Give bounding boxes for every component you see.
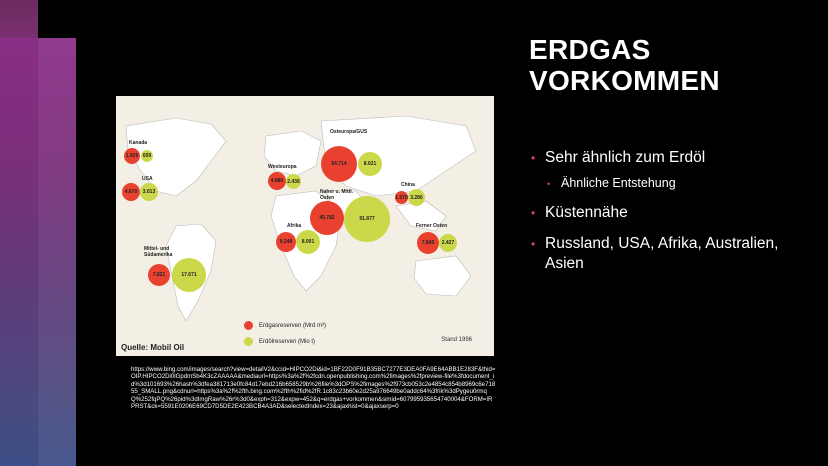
bullet-list <box>529 148 809 274</box>
oil-reserve-marker: 8.021 <box>358 152 382 176</box>
oil-reserve-marker: 3.013 <box>140 183 158 201</box>
gas-reserve-marker: 1.570 <box>395 191 408 204</box>
region-label: USA <box>142 176 153 182</box>
oil-reserve-marker: 3.286 <box>408 189 425 206</box>
image-source-url: https://www.bing.com/images/search?view=detailV2&ccid=HIPCO2Di&id=1BF22D0F91B35BC7277E3DEA0FA9E64ABB1E283F&thid=OIP.HIPCO2Di0lGpdmSb4K3cZAAAAA&mediaurl=https%3a%2f%2fcdn.openpublishing.com%2fimages%2fpreview-file%3fdocument_id%3d101693%26hash%3dfea381713e0fc84d17ebd216b658529b%26file%3dOPS%2fimages%2f973cb053c2e4854c854b8969c6e71855_SMALL.png&cdnurl=https%3a%2f%2fth.bing.com%2fth%2fid%2fR.1c83c23b60e2d25a976649be0addc64%3frik%3dPygeu0rmqQ%252fqPQ%26pid%3dImgRaw%26r%3d0&exph=312&expw=452&q=erdgas+vorkommen&simid=607995935654740004&FORM=IRPRST&ck=5591E0206E69CD7D5DE2E423BCB4A3AD&selectedIndex=23&ajaxhist=0&ajaxserp=0 <box>131 366 496 411</box>
region-label: Afrika <box>287 223 302 229</box>
oil-reserve-marker: 2.436 <box>286 174 301 189</box>
gas-reserve-marker: 4.670 <box>122 183 140 201</box>
bullet-text: Sehr ähnlich zum Erdöl <box>545 149 706 166</box>
bullet-item <box>529 148 809 168</box>
oil-reserve-marker: 659 <box>141 150 153 162</box>
bullet-text: Ähnliche Entstehung <box>561 176 676 190</box>
decorative-bar-left <box>0 38 76 466</box>
gas-reserve-marker: 45.782 <box>310 201 344 235</box>
decorative-bar-top <box>0 0 38 38</box>
world-map-image <box>116 96 494 356</box>
bullet-dot-icon: • <box>531 237 536 251</box>
bullet-dot-icon: • <box>547 179 551 189</box>
gas-reserve-marker: 9.248 <box>276 232 296 252</box>
title-line-1: ERDGAS <box>529 34 651 65</box>
gas-reserve-marker: 4.880 <box>268 172 286 190</box>
bullet-text: Küstennähe <box>545 204 628 221</box>
title-line-2: VORKOMMEN <box>529 65 720 96</box>
bullet-dot-icon: • <box>531 206 536 220</box>
gas-reserve-marker: 7.821 <box>148 264 170 286</box>
slide-title <box>529 34 809 96</box>
map-stand-label: Stand 1996 <box>441 337 472 343</box>
oil-legend-swatch <box>244 337 253 346</box>
map-source-caption: Quelle: Mobil Oil <box>121 343 185 352</box>
oil-reserve-marker: 17.671 <box>172 258 206 292</box>
region-label: Westeuropa <box>268 164 297 170</box>
gas-reserve-marker: 1.929 <box>124 148 140 164</box>
oil-reserve-marker: 8.001 <box>296 230 320 254</box>
bullet-item <box>529 203 809 223</box>
gas-legend-swatch <box>244 321 253 330</box>
legend-oil-label: Erdölreserven (Mio t) <box>259 339 316 346</box>
region-label: Ferner Osten <box>416 223 448 229</box>
bullet-item <box>529 234 809 274</box>
bullet-dot-icon: • <box>531 151 536 165</box>
gas-reserve-marker: 54.714 <box>321 146 357 182</box>
gas-reserve-marker: 7.845 <box>417 232 439 254</box>
region-label: Osteuropa/GUS <box>330 129 368 135</box>
legend-oil <box>244 337 315 346</box>
region-label: Kanada <box>129 140 148 146</box>
legend-gas <box>244 321 326 330</box>
sub-bullet-item <box>529 174 809 192</box>
oil-reserve-marker: 2.427 <box>439 234 457 252</box>
region-label: Mittel- und Südamerika <box>144 246 173 258</box>
region-label: Naher u. Mittl. Osten <box>320 189 354 201</box>
oil-reserve-marker: 91.877 <box>344 196 390 242</box>
legend-gas-label: Erdgasreserven (Mrd m³) <box>259 323 327 330</box>
bullet-text: Russland, USA, Afrika, Australien, Asien <box>545 235 779 272</box>
region-label: China <box>401 182 415 188</box>
